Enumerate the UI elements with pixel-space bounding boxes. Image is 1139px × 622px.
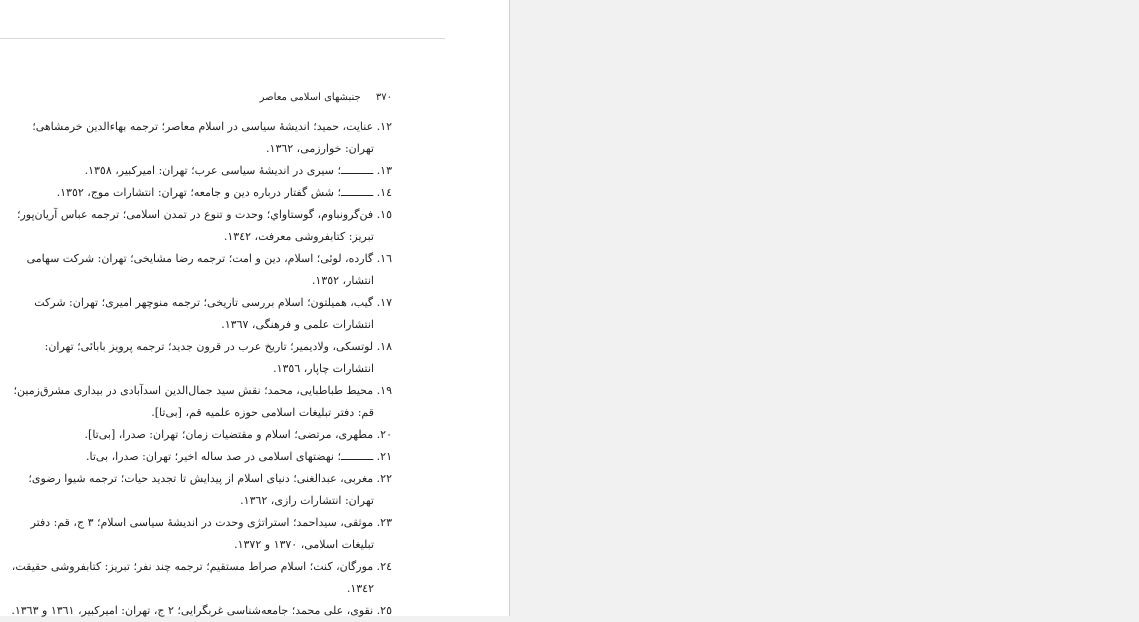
running-header: [260, 92, 392, 103]
reference-continuation: انتشار، ١٣٥٢.: [311, 274, 374, 287]
reference-line: ١٥. فن‌گرونباوم، گوستاواي؛ وحدت و تنوع در تمدن اسلامی؛ ترجمه عباس آریان‌پور؛: [16, 208, 392, 221]
reference-item: [40, 182, 392, 204]
reference-continuation: ١٣٤٢.: [346, 582, 374, 595]
running-title: جنبشهای اسلامی معاصر: [259, 92, 361, 103]
reference-item: [16, 204, 392, 248]
reference-item: [40, 446, 392, 468]
reference-item: [13, 380, 392, 424]
reference-line: ١٢. عنایت، حمید؛ اندیشهٔ سیاسی در اسلام معاصر؛ ترجمه بهاءالدین خرمشاهی؛: [32, 120, 392, 133]
reference-line: ١٣. ــــــــــ؛ سیری در اندیشهٔ سیاسی عرب؛ تهران: امیرکبیر، ١٣٥٨.: [84, 164, 392, 177]
reference-line: ٢٤. مورگان، کنت؛ اسلام صراط مستقیم؛ ترجمه چند نفر؛ تبریز: کتابفروشی حقیقت،: [11, 560, 392, 573]
reference-item: [28, 468, 392, 512]
reference-item: [11, 556, 392, 600]
reference-line: ٢١. ــــــــــ؛ نهضتهای اسلامی در صد ساله اخیر؛ تهران: صدرا، بی‌تا.: [85, 450, 392, 463]
page-number: ۳۷۰: [375, 92, 392, 103]
reference-continuation: تبلیغات اسلامی، ١٣٧٠ و ١٣٧٢.: [234, 538, 374, 551]
reference-item: [26, 248, 392, 292]
reference-item: [30, 512, 392, 556]
reference-line: ١٩. محیط طباطبایی، محمد؛ نقش سید جمال‌الدین اسدآبادی در بیداری مشرق‌زمین؛: [13, 384, 392, 397]
reference-list: [11, 116, 392, 622]
reference-item: [40, 160, 392, 182]
reference-line: ٢٠. مطهری، مرتضی؛ اسلام و مقتضیات زمان؛ تهران: صدرا، [بی‌تا].: [84, 428, 392, 441]
reference-line: ٢٢. مغربی، عبدالغنی؛ دنیای اسلام از پیدایش تا تجدید حیات؛ ترجمه شیوا رضوی؛: [28, 472, 392, 485]
page-edge-line: [0, 38, 445, 39]
reference-continuation: تهران: انتشارات رازی، ١٣٦٢.: [240, 494, 374, 507]
reference-item: [40, 336, 392, 380]
reference-item: [11, 600, 392, 622]
reference-line: ١٨. لوتسکی، ولادیمیر؛ تاریخ عرب در قرون جدید؛ ترجمه پرویز بابائی؛ تهران:: [44, 340, 392, 353]
reference-line: ١٤. ــــــــــ؛ شش گفتار درباره دین و جامعه؛ تهران: انتشارات موج، ١٣٥٢.: [56, 186, 392, 199]
reference-item: [32, 116, 392, 160]
document-page: [0, 0, 510, 616]
reference-line: ١٦. گارده، لوئی؛ اسلام، دین و امت؛ ترجمه رضا مشایخی؛ تهران: شرکت سهامی: [26, 252, 392, 265]
reference-continuation: انتشارات علمی و فرهنگی، ١٣٦٧.: [221, 318, 374, 331]
reference-continuation: قم: دفتر تبلیغات اسلامی حوزه علمیه قم، [بی‌تا].: [151, 406, 374, 419]
reference-continuation: تبریز: کتابفروشی معرفت، ١٣٤٢.: [223, 230, 374, 243]
reference-line: ١٧. گیب، همیلتون؛ اسلام بررسی تاریخی؛ ترجمه منوچهر امیری؛ تهران: شرکت: [34, 296, 392, 309]
reference-line: ٢٥. نقوی، علی محمد؛ جامعه‌شناسی غربگرایی؛ ٢ ج، تهران: امیرکبیر، ١٣٦١ و ١٣٦٣.: [11, 604, 392, 617]
reference-line: ٢٣. موثقی، سیداحمد؛ استراتژی وحدت در اندیشهٔ سیاسی اسلام؛ ٣ ج، قم: دفتر: [30, 516, 392, 529]
reference-continuation: تهران: خوارزمی، ١٣٦٢.: [266, 142, 374, 155]
reference-item: [40, 424, 392, 446]
reference-continuation: انتشارات چاپار، ١٣٥٦.: [273, 362, 374, 375]
reference-item: [34, 292, 392, 336]
